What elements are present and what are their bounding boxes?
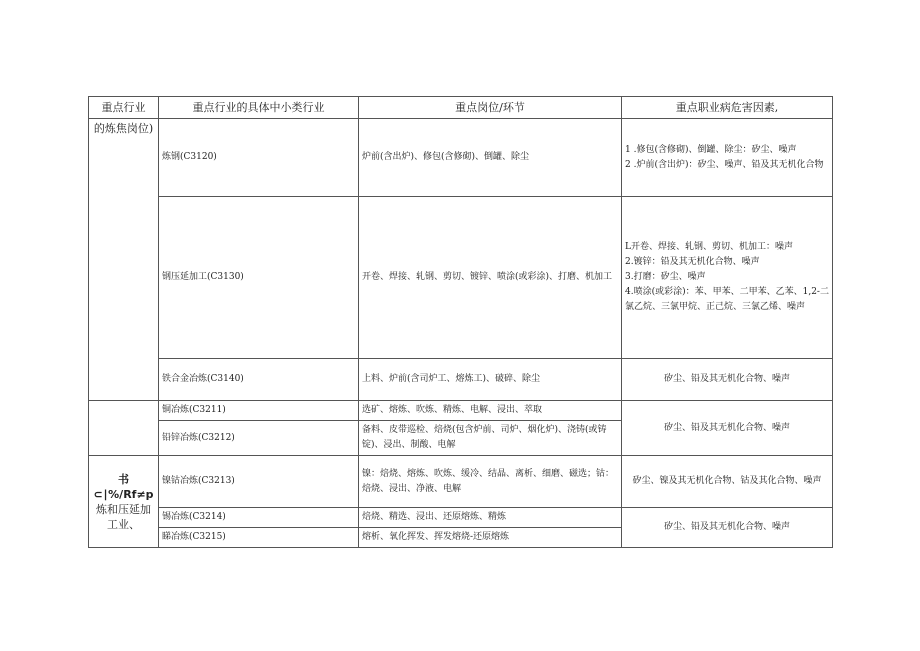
industry-text: 炼和压延加工业、: [96, 502, 151, 531]
table-row: [89, 508, 833, 528]
hazard-cell: [622, 119, 833, 197]
post-cell: 开卷、焊接、轧钢、剪切、镀锌、喷涂(或彩涂)、打磨、机加工: [359, 197, 622, 359]
subindustry-cell: 铁合金冶炼(C3140): [159, 359, 359, 401]
post-cell: 镍：焙烧、熔炼、吹炼、缓冷、结晶、离析、细磨、磁选；钴：焙烧、浸出、净液、电解: [359, 456, 622, 508]
hazard-cell: 矽尘、铅及其无机化合物、噪声: [622, 508, 833, 548]
industry-cell-empty: [89, 401, 159, 456]
post-cell: 选矿、熔炼、吹炼、精炼、电解、浸出、萃取: [359, 401, 622, 421]
hazard-cell: 矽尘、铅及其无机化合物、噪声: [622, 359, 833, 401]
table-row: [89, 359, 833, 401]
post-cell: 熔析、氧化挥发、挥发熔烧-还原熔炼: [359, 528, 622, 548]
post-cell: 焙烧、精选、浸出、还原熔炼、精炼: [359, 508, 622, 528]
subindustry-cell: 铜冶炼(C3211): [159, 401, 359, 421]
table-row: [89, 197, 833, 359]
hazard-cell: 矽尘、铅及其无机化合物、噪声: [622, 401, 833, 456]
subindustry-cell: 锡冶炼(C3214): [159, 508, 359, 528]
industry-garbled-text: 书⊂∣%/Rf≠p: [93, 472, 154, 501]
subindustry-cell: 睇冶炼(C3215): [159, 528, 359, 548]
header-subindustry: 重点行业的具体中小类行业: [159, 97, 359, 119]
table-row: [89, 401, 833, 421]
header-hazards: 重点职业病危害因素,: [622, 97, 833, 119]
industry-cell: [89, 456, 159, 548]
subindustry-cell: 炼钢(C3120): [159, 119, 359, 197]
hazard-cell: 矽尘、镍及其无机化合物、钴及其化合物、噪声: [622, 456, 833, 508]
subindustry-cell: 铅锌冶炼(C3212): [159, 421, 359, 456]
hazard-table: [88, 96, 833, 548]
hazard-line: 2 .炉前(含出炉)：矽尘、噪声、铅及其无机化合物: [625, 159, 824, 170]
table-row: [89, 119, 833, 197]
post-cell: 炉前(含出炉)、修包(含修砌)、倒罐、除尘: [359, 119, 622, 197]
header-row: [89, 97, 833, 119]
hazard-line: 4.喷涂(或彩涂)：苯、甲苯、二甲苯、乙苯、1,2-二氯乙烷、三氯甲烷、正己烷、三氯乙烯、噪声: [625, 287, 829, 312]
post-cell: 备料、皮带巡检、焙烧(包含炉前、司炉、烟化炉)、浇铸(或铸锭)、浸出、制酸、电解: [359, 421, 622, 456]
subindustry-cell: 钢压延加工(C3130): [159, 197, 359, 359]
hazard-line: 3.打磨：矽尘、噪声: [625, 272, 706, 282]
header-industry: 重点行业: [89, 97, 159, 119]
industry-cell: 的炼焦岗位): [89, 119, 159, 401]
hazard-line: L开卷、焊接、轧钢、剪切、机加工：噪声: [625, 242, 793, 252]
header-post: 重点岗位/环节: [359, 97, 622, 119]
hazard-cell: [622, 197, 833, 359]
post-cell: 上料、炉前(含司炉工、熔炼工)、破碎、除尘: [359, 359, 622, 401]
hazard-line: 2.镀锌：铅及其无机化合物、噪声: [625, 257, 760, 267]
subindustry-cell: 镍钴冶炼(C3213): [159, 456, 359, 508]
hazard-line: 1 .修包(含修砌)、倒罐、除尘：矽尘、噪声: [625, 144, 797, 155]
table-row: [89, 456, 833, 508]
